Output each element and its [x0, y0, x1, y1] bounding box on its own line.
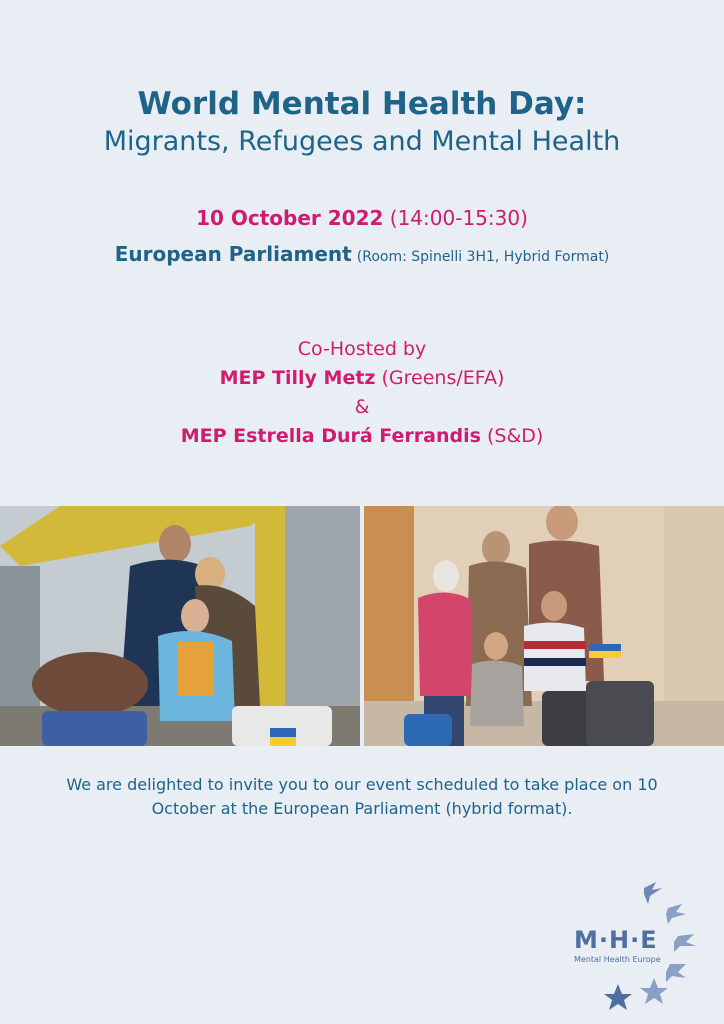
- host-1: [0, 364, 724, 393]
- event-date: 10 October 2022: [196, 206, 384, 230]
- host-2-group: (S&D): [486, 425, 544, 447]
- host-1-name: MEP Tilly Metz: [219, 367, 376, 389]
- family-photo-right: [364, 506, 724, 746]
- mhe-logo: [570, 880, 710, 1010]
- hosts-block: [0, 335, 724, 451]
- hosts-and: &: [354, 396, 370, 418]
- family-photo-left: [0, 506, 360, 746]
- host-1-group: (Greens/EFA): [381, 367, 505, 389]
- page-subtitle: Migrants, Refugees and Mental Health: [103, 126, 621, 157]
- hosts-intro: Co-Hosted by: [297, 338, 427, 360]
- logo-name: Mental Health Europe: [574, 955, 661, 964]
- page-title: World Mental Health Day:: [137, 86, 587, 122]
- event-time: (14:00-15:30): [389, 206, 528, 230]
- event-room: (Room: Spinelli 3H1, Hybrid Format): [356, 249, 610, 265]
- photo-strip: [0, 506, 724, 746]
- event-date-line: [0, 206, 724, 230]
- logo-acronym: M·H·E: [574, 926, 658, 954]
- invitation-text: We are delighted to invite you to our event scheduled to take place on 10 October at the European Parliament (hybrid format).: [66, 775, 658, 818]
- event-venue-line: [0, 242, 724, 266]
- host-2-name: MEP Estrella Durá Ferrandis: [180, 425, 481, 447]
- event-venue: European Parliament: [114, 242, 352, 266]
- title-block: [0, 84, 724, 160]
- host-2: [0, 422, 724, 451]
